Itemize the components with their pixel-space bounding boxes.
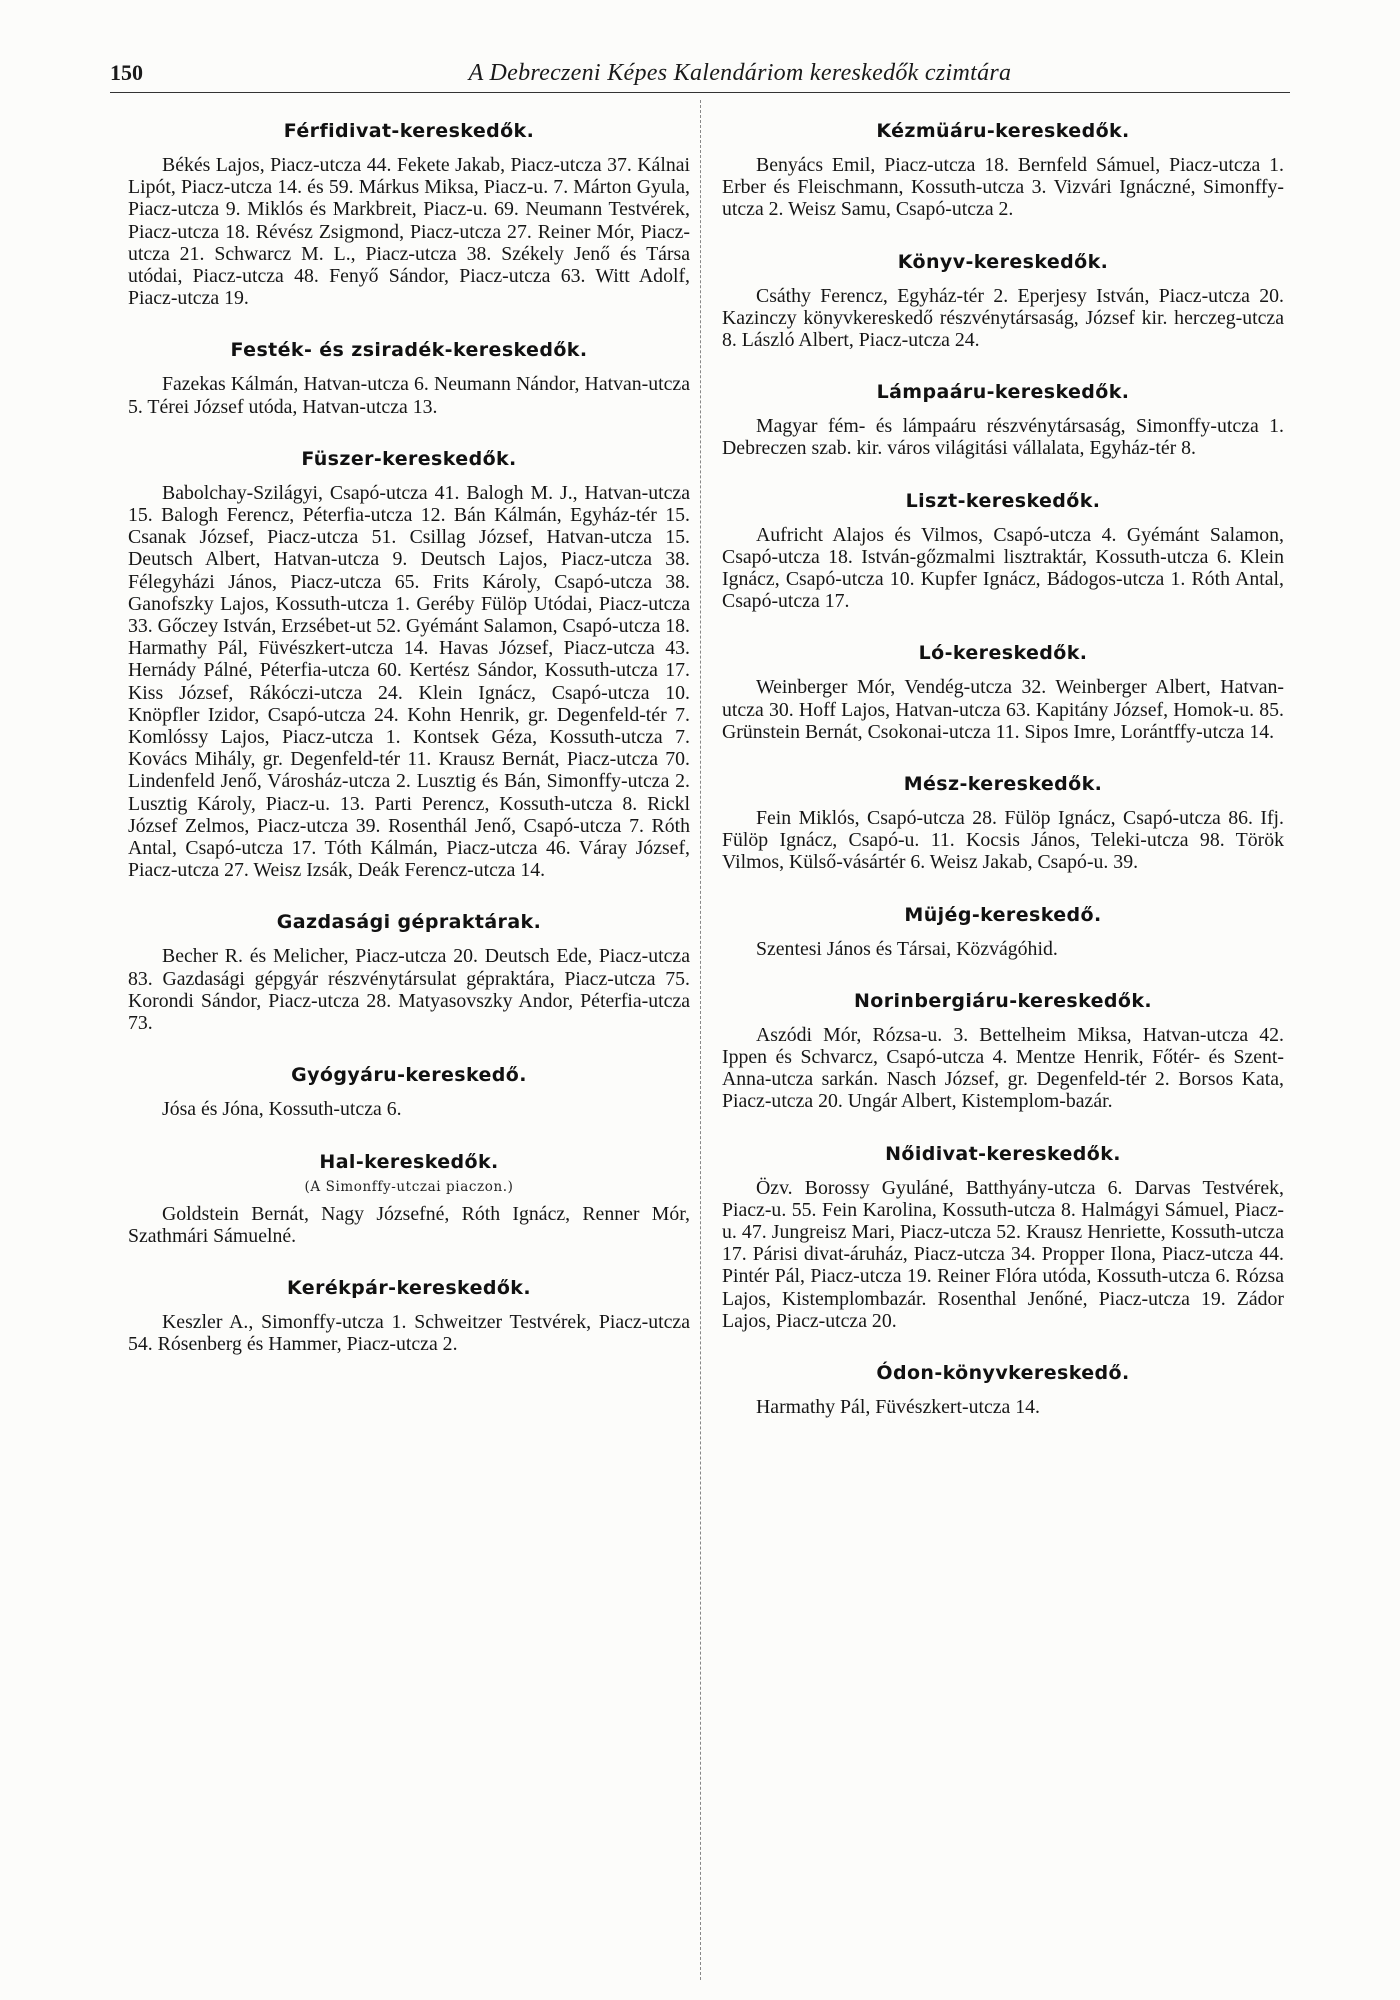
section-text: Szentesi János és Társai, Közvágóhid. <box>756 937 1058 960</box>
section-heading: Liszt-kereskedők. <box>905 489 1101 512</box>
section-heading: Férfidivat-kereskedők. <box>283 120 535 142</box>
section-heading: Füszer-kereskedők. <box>301 447 517 470</box>
section-heading: Kerékpár-kereskedők. <box>287 1276 531 1299</box>
section-heading: Gazdasági gépraktárak. <box>276 911 542 934</box>
section-gazdasagi <box>128 911 690 1034</box>
section-subheading: (A Simonffy-utczai piaczon.) <box>304 1178 514 1195</box>
section-noidivat <box>722 1143 1284 1332</box>
section-heading: Ódon-könyvkereskedő. <box>876 1362 1130 1385</box>
section-heading: Könyv-kereskedők. <box>897 250 1109 273</box>
section-text: Fein Miklós, Csapó-utcza 28. Fülöp Ignácz, Csapó-utcza 86. Ifj. Fülöp Ignácz, Csapó-u. 11. Kocsis János, Teleki-utcza 98. Török Vilmos, Külső-vásártér 6. Weisz Jakab, Csapó-u. 39. <box>722 807 1284 874</box>
section-heading: Kézmüáru-kereskedők. <box>876 120 1130 142</box>
section-heading: Nőidivat-kereskedők. <box>885 1142 1121 1165</box>
section-text: Csáthy Ferencz, Egyház-tér 2. Eperjesy István, Piacz-utcza 20. Kazinczy könyvkereskedő részvénytársaság, József kir. herczeg-utcza 8. László Albert, Piacz-utcza 24. <box>722 284 1284 352</box>
section-text: Aszódi Mór, Rózsa-u. 3. Bettelheim Miksa, Hatvan-utcza 42. Ippen és Schvarcz, Csapó-utcza 4. Mentze Henrik, Főtér- és Szent-Anna-utcza sarkán. Nasch József, gr. Degenfeld-tér 2. Borsos Kata, Piacz-utcza 20. Ungár Albert, Kistemplom-bazár. <box>722 1023 1284 1113</box>
section-text: Fazekas Kálmán, Hatvan-utcza 6. Neumann Nándor, Hatvan-utcza 5. Térei József utóda, Hatvan-utcza 13. <box>128 373 690 418</box>
section-text: Harmathy Pál, Füvészkert-utcza 14. <box>756 1396 1040 1419</box>
section-fuszer <box>128 448 690 882</box>
section-mesz <box>722 773 1284 874</box>
section-norinbergiaru <box>722 990 1284 1113</box>
section-gyogyaru <box>128 1064 690 1120</box>
right-column <box>722 120 1284 1448</box>
section-heading: Hal-kereskedők. <box>319 1150 499 1173</box>
section-lampaaru <box>722 381 1284 459</box>
column-divider <box>700 100 701 1980</box>
section-text: Becher R. és Melicher, Piacz-utcza 20. Deutsch Ede, Piacz-utcza 83. Gazdasági gépgyár részvénytársulat gépraktára, Piacz-utcza 75. Korondi Sándor, Piacz-utcza 28. Matyasovszky Andor, Péterfia-utcza 73. <box>128 945 690 1035</box>
section-text: Jósa és Jóna, Kossuth-utcza 6. <box>162 1098 402 1121</box>
page-number: 150 <box>110 60 143 85</box>
section-text: Weinberger Mór, Vendég-utcza 32. Weinberger Albert, Hatvan-utcza 30. Hoff Lajos, Hatvan-utcza 63. Kapitány József, Homok-u. 85. Grünstein Bernát, Csokonai-utcza 11. Sipos Imre, Lorántffy-utcza 14. <box>722 676 1284 743</box>
section-text: Magyar fém- és lámpaáru részvénytársaság, Simonffy-utcza 1. Debreczen szab. kir. város világitási vállalata, Egyház-tér 8. <box>722 415 1284 460</box>
section-konyv <box>722 251 1284 352</box>
section-heading: Ló-kereskedők. <box>918 642 1088 665</box>
section-ferfidivat <box>128 120 690 309</box>
section-text: Goldstein Bernát, Nagy Józsefné, Róth Ignácz, Renner Mór, Szathmári Sámuelné. <box>128 1202 690 1247</box>
section-heading: Mész-kereskedők. <box>903 773 1103 796</box>
section-text: Benyács Emil, Piacz-utcza 18. Bernfeld Sámuel, Piacz-utcza 1. Erber és Fleischmann, Kossuth-utcza 3. Vizvári Ignáczné, Simonffy-utcza 2. Weisz Samu, Csapó-utcza 2. <box>722 154 1284 221</box>
page-header <box>110 58 1290 93</box>
left-column <box>128 120 690 1385</box>
section-odon-konyv <box>722 1362 1284 1418</box>
section-heading: Gyógyáru-kereskedő. <box>291 1064 527 1087</box>
section-text: Özv. Borossy Gyuláné, Batthyány-utcza 6. Darvas Testvérek, Piacz-u. 55. Fein Karolina, Kossuth-utcza 8. Halmágyi Sámuel, Piacz-u. 47. Jungreisz Mari, Piacz-utcza 52. Krausz Henriette, Kossuth-utcza 17. Párisi divat-áruház, Piacz-utcza 34. Propper Ilona, Piacz-utcza 44. Pintér Pál, Piacz-utcza 19. Reiner Flóra utóda, Kossuth-utcza 6. Rózsa Lajos, Kistemplombazár. Rosenthal Jenőné, Piacz-utcza 19. Zádor Lajos, Piacz-utcza 20. <box>722 1176 1284 1332</box>
section-festek <box>128 339 690 417</box>
section-heading: Festék- és zsiradék-kereskedők. <box>230 339 588 362</box>
section-heading: Norinbergiáru-kereskedők. <box>853 989 1153 1012</box>
section-heading: Lámpaáru-kereskedők. <box>876 381 1130 404</box>
section-text: Aufricht Alajos és Vilmos, Csapó-utcza 4. Gyémánt Salamon, Csapó-utcza 18. István-gőzmalmi lisztraktár, Kossuth-utcza 6. Klein Ignácz, Csapó-utcza 10. Kupfer Ignácz, Bádogos-utcza 1. Róth Antal, Csapó-utcza 17. <box>722 523 1284 613</box>
section-hal <box>128 1151 690 1247</box>
section-kerekpar <box>128 1277 690 1355</box>
section-text: Békés Lajos, Piacz-utcza 44. Fekete Jakab, Piacz-utcza 37. Kálnai Lipót, Piacz-utcza 14. és 59. Márkus Miksa, Piacz-u. 7. Márton Gyula, Piacz-utcza 9. Miklós és Markbreit, Piacz-u. 69. Neumann Testvérek, Piacz-utcza 18. Révész Zsigmond, Piacz-utcza 27. Reiner Mór, Piacz-utcza 21. Schwarcz M. L., Piacz-utcza 38. Székely Jenő és Társa utódai, Piacz-utcza 48. Fenyő Sándor, Piacz-utcza 63. Witt Adolf, Piacz-utcza 19. <box>128 154 690 310</box>
running-title: A Debreczeni Képes Kalendáriom kereskedők czimtára <box>468 60 1012 86</box>
section-text: Keszler A., Simonffy-utcza 1. Schweitzer Testvérek, Piacz-utcza 54. Rósenberg és Hammer, Piacz-utcza 2. <box>128 1310 690 1356</box>
section-lo <box>722 642 1284 743</box>
section-heading: Müjég-kereskedő. <box>904 903 1102 926</box>
section-liszt <box>722 490 1284 613</box>
section-mujeg <box>722 904 1284 960</box>
section-kezmuaru <box>722 120 1284 221</box>
section-text: Babolchay-Szilágyi, Csapó-utcza 41. Balogh M. J., Hatvan-utcza 15. Balogh Ferencz, Péterfia-utcza 12. Bán Kálmán, Egyház-tér 15. Csanak József, Piacz-utcza 51. Csillag József, Hatvan-utcza 15. Deutsch Albert, Hatvan-utcza 9. Deutsch Lajos, Piacz-utcza 38. Félegyházi János, Piacz-utcza 65. Frits Károly, Csapó-utcza 38. Ganofszky Lajos, Kossuth-utcza 1. Geréby Fülöp Utódai, Piacz-utcza 33. Gőczey István, Erzsébet-ut 52. Gyémánt Salamon, Csapó-utcza 18. Harmathy Pál, Füvészkert-utcza 14. Havas József, Piacz-utcza 43. Hernády Pálné, Péterfia-utcza 60. Kertész Sándor, Kossuth-utcza 17. Kiss József, Rákóczi-utcza 24. Klein Ignácz, Csapó-utcza 10. Knöpfler Izidor, Csapó-utcza 24. Kohn Henrik, gr. Degenfeld-tér 7. Komlóssy Lajos, Piacz-utcza 1. Kontsek Géza, Kossuth-utcza 7. Kovács Mihály, gr. Degenfeld-tér 11. Krausz Bernát, Piacz-utcza 70. Lindenfeld Jenő, Városház-utcza 2. Lusztig és Bán, Simonffy-utcza 2. Lusztig Károly, Piacz-u. 13. Parti Perencz, Kossuth-utcza 8. Rickl József Zelmos, Piacz-utcza 39. Rosenthál Jenő, Csapó-utcza 7. Róth Antal, Csapó-utcza 17. Tóth Kálmán, Piacz-utcza 46. Váray József, Piacz-utcza 27. Weisz Izsák, Deák Ferencz-utcza 14. <box>128 481 690 882</box>
